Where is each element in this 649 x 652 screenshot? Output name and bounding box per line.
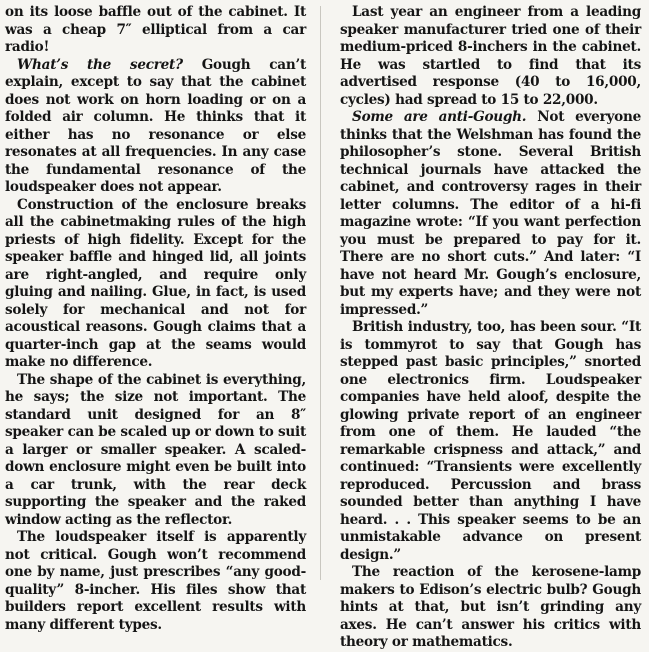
run-in-heading: Some are anti-Gough. [352,109,527,125]
left-column [5,4,306,634]
paragraph: Last year an engineer from a leading speaker manufacturer tried one of their medium-priced 8-inchers in the cabinet. He was startled to find that its advertised response (40 to 16,000, cycles) had spread to 15 to 22,000. [340,4,641,108]
paragraph: What’s the secret? Gough can’t explain, except to say that the cabinet does not work on horn loading or on a folded air column. He thinks that it either has no resonance or else resonates at all frequencies. In any case the fundamental resonance of the loudspeaker does not appear. [5,56,306,195]
paragraph: on its loose baffle out of the cabinet. It was a cheap 7″ elliptical from a car radio! [5,4,306,55]
paragraph: Some are anti-Gough. Not everyone thinks that the Welshman has found the philosopher’s stone. Several British technical journals have attacked the cabinet, and controversy rages in their letter columns. The editor of a hi-fi magazine wrote: “If you want perfection you must be prepared to pay for it. There are no short cuts.” And later: “I have not heard Mr. Gough’s enclosure, but my experts have; and they were not impressed.” [340,109,641,318]
paragraph: Construction of the enclosure breaks all the cabinetmaking rules of the high priests of high fidelity. Except for the speaker baffle and hinged lid, all joints are right-angled, and require only gluing and nailing. Glue, in fact, is used solely for mechanical and not for acoustical reasons. Gough claims that a quarter-inch gap at the seams would make no difference. [5,196,306,370]
paragraph: The loudspeaker itself is apparently not critical. Gough won’t recommend one by name, just prescribes “any good-quality” 8-incher. His files show that builders report excellent results with many different types. [5,529,306,633]
paragraph: British industry, too, has been sour. “It is tommyrot to say that Gough has stepped past basic principles,” snorted one electronics firm. Loudspeaker companies have held aloof, despite the glowing private report of an engineer from one of them. He lauded “the remarkable crispness and attack,” and continued: “Transients were excellently reproduced. Percussion and brass sounded better than anything I have heard. . . This speaker seems to be an unmistakable advance on present design.” [340,319,641,563]
paragraph: The shape of the cabinet is everything, he says; the size not important. The standard unit designed for an 8″ speaker can be scaled up or down to suit a larger or smaller speaker. A scaled-down enclosure might even be built into a car trunk, with the rear deck supporting the speaker and the raked window acting as the reflector. [5,371,306,528]
run-in-heading: What’s the secret? [17,56,183,73]
right-column [340,4,641,652]
paragraph: The reaction of the kerosene-lamp makers to Edison’s electric bulb? Gough hints at that, but isn’t grinding any axes. He can’t answer his critics with theory or mathematics. [340,564,641,650]
column-divider [320,6,321,580]
